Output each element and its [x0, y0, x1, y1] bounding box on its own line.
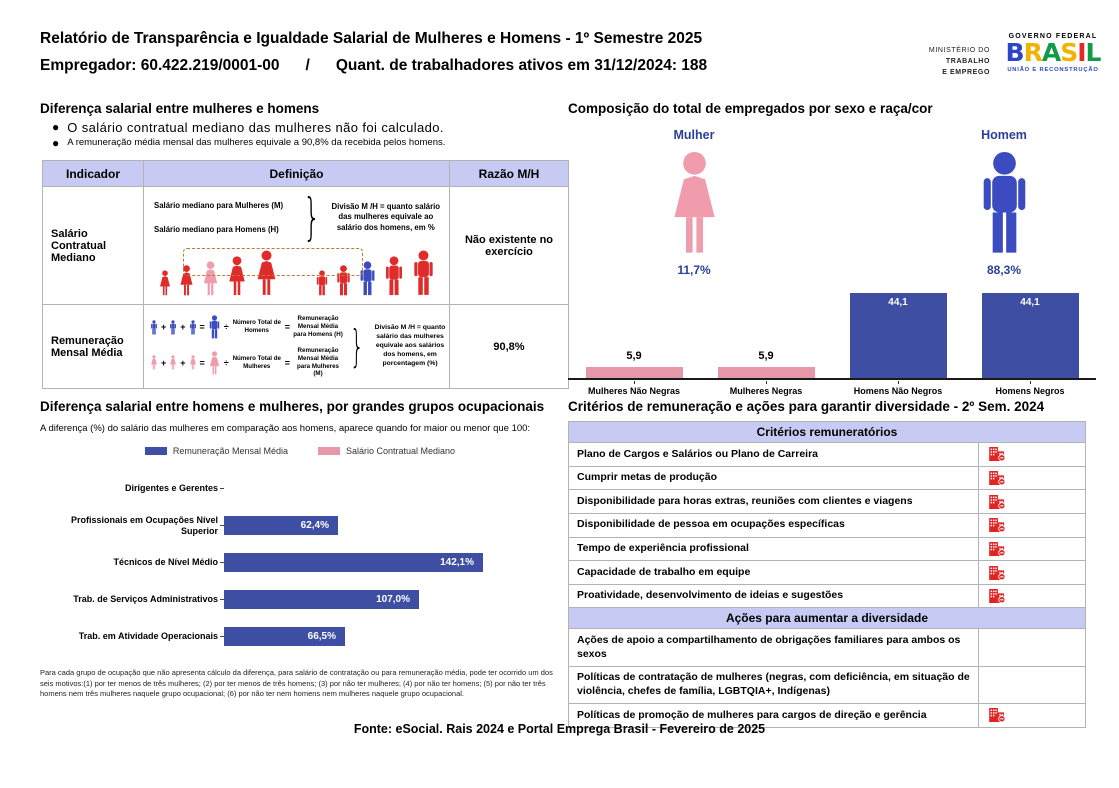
population-pictogram-row: [144, 248, 449, 296]
criteria-row: [568, 538, 1086, 562]
gov-logo-top: GOVERNO FEDERAL: [1008, 33, 1098, 40]
criteria-marker-cell: [979, 667, 1085, 703]
mean-formula-women: [150, 347, 343, 378]
criteria-row: [568, 514, 1086, 538]
occupational-bar-chart: [40, 470, 565, 655]
person-woman-icon: [189, 355, 197, 370]
math-operator: =: [284, 357, 291, 368]
person-woman-icon: [158, 270, 172, 296]
bar-category-label: Mulheres Negras: [700, 381, 832, 396]
col-header-razao: Razão M/H: [450, 161, 569, 187]
criteria-label: Tempo de experiência profissional: [569, 538, 979, 561]
occupational-row: [40, 581, 565, 618]
col-header-definicao: Definição: [144, 161, 450, 187]
ministry-line: TRABALHO: [945, 57, 990, 65]
occupation-category-label: Trab. em Atividade Operacionais: [78, 631, 218, 642]
bar-value-label: 66,5%: [307, 631, 336, 642]
bar-category-label: Homens Negros: [964, 381, 1096, 396]
occupation-bar: [224, 627, 345, 646]
bar-slot: [964, 293, 1096, 378]
company-no-icon: [989, 708, 1006, 722]
median-definition-cell: [144, 187, 450, 305]
formula-divisor-label: Número Total de Mulheres: [232, 354, 281, 370]
criteria-marker-cell: [979, 629, 1085, 665]
bar-value-label: 5,9: [758, 350, 774, 362]
person-man-icon: [150, 320, 158, 335]
bar-value-label: 44,1: [888, 297, 908, 308]
legend-label: Remuneração Mensal Média: [172, 446, 288, 456]
man-icon: [976, 151, 1033, 255]
section-title-salary-gap: Diferença salarial entre mulheres e homens: [40, 101, 320, 116]
criteria-marker-cell: [979, 514, 1085, 537]
criteria-label: Capacidade de trabalho em equipe: [569, 561, 979, 584]
mean-def-note: Divisão M /H = quanto salário das mulheres equivale aos salários dos homens, em porcentagem (%): [374, 324, 446, 367]
woman-icon: [666, 151, 723, 255]
math-operator: =: [284, 322, 291, 332]
occupational-footnote: Para cada grupo de ocupação que não apresenta cálculo da diferença, para salário de contratação ou para remuneração média, pode ter ocorrido um dos seis motivos:(1) por ter menos de três mulheres; (2) por ter menos de três homens; (3) por não ter mulheres; (4) por não ter homens; (5) por não ter três homens nem três mulheres naquele grupo ocupacional; (6) por não ter nem homens nem mulheres naquele grupo ocupacional.: [40, 668, 553, 698]
median-def-note: Divisão M /H = quanto salário das mulheres equivale ao salário dos homens, em %: [331, 202, 441, 232]
company-no-icon: [989, 471, 1006, 485]
occupational-row: [40, 507, 565, 544]
male-label: Homem: [981, 128, 1027, 142]
company-no-icon: [989, 542, 1006, 556]
math-operator: +: [161, 322, 167, 332]
male-percentage: 88,3%: [986, 263, 1022, 277]
bar-category-label: Mulheres Não Negras: [568, 381, 700, 396]
section-title-composition: Composição do total de empregados por sexo e raça/cor: [568, 101, 933, 116]
brasil-letter: S: [1060, 38, 1078, 67]
criteria-marker-cell: [979, 443, 1085, 466]
criteria-row: [568, 585, 1086, 609]
active-workers-count: Quant. de trabalhadores ativos em 31/12/2024: 188: [335, 57, 708, 74]
occupation-category-label: Trab. de Serviços Administrativos: [73, 594, 218, 605]
ministry-logo: [898, 46, 990, 79]
bar-value-label: 5,9: [626, 350, 642, 362]
person-man-icon: [411, 250, 436, 296]
col-header-indicador: Indicador: [43, 161, 144, 187]
person-woman-icon: [150, 355, 158, 370]
person-woman-icon: [208, 351, 221, 375]
brasil-logo-text: [997, 40, 1109, 66]
person-woman-icon: [169, 355, 177, 370]
header-subtitle: [40, 57, 707, 75]
company-no-icon: [989, 566, 1006, 580]
criteria-label: Cumprir metas de produção: [569, 467, 979, 490]
bar-2: [718, 367, 815, 378]
formula-divisor-label: Número Total de Homens: [232, 319, 281, 334]
section-title-criteria: Critérios de remuneração e ações para garantir diversidade - 2º Sem. 2024: [568, 399, 1045, 414]
math-operator: =: [199, 357, 205, 368]
mean-definition-cell: [144, 305, 450, 389]
female-label: Mulher: [673, 128, 715, 142]
person-man-icon: [383, 256, 405, 296]
employer-id: Empregador: 60.422.219/0001-00: [40, 57, 280, 74]
criteria-section-header: Ações para aumentar a diversidade: [568, 608, 1086, 629]
criteria-row: [568, 629, 1086, 666]
bar-category-label: Homens Não Negros: [832, 381, 964, 396]
median-def-men: Salário mediano para Homens (H): [154, 225, 279, 234]
ministry-line: E EMPREGO: [942, 68, 990, 76]
composition-category-labels: [568, 381, 1096, 396]
math-operator: +: [161, 357, 167, 368]
math-operator: ÷: [223, 357, 229, 368]
separator: /: [305, 57, 310, 74]
bar-1: [586, 367, 683, 378]
axis-tick: [220, 488, 224, 489]
criteria-label: Disponibilidade de pessoa em ocupações específicas: [569, 514, 979, 537]
company-no-icon: [989, 589, 1006, 603]
bullet-item: O salário contratual mediano das mulheres não foi calculado.: [67, 120, 444, 135]
occupation-bar: [224, 553, 483, 572]
occupation-bar: [224, 516, 338, 535]
bar-value-label: 142,1%: [440, 557, 474, 568]
legend-swatch: [318, 447, 340, 455]
criteria-row: [568, 490, 1086, 514]
legend-item: [318, 446, 455, 456]
bar-slot: [568, 350, 700, 378]
criteria-row: [568, 467, 1086, 491]
criteria-marker-cell: [979, 538, 1085, 561]
formula-result-label: Remuneração Mensal Média para Homens (H): [293, 315, 343, 338]
bar-3: [850, 293, 947, 378]
brasil-letter: B: [1005, 38, 1024, 67]
criteria-label: Plano de Cargos e Salários ou Plano de Carreira: [569, 443, 979, 466]
bullet-item: A remuneração média mensal das mulheres equivale a 90,8% da recebida pelos homens.: [67, 136, 446, 148]
occupation-bar: [224, 590, 419, 609]
math-operator: ÷: [223, 322, 229, 332]
bullet-icon: ●: [52, 135, 60, 150]
chart-legend: [40, 446, 560, 456]
criteria-marker-cell: [979, 561, 1085, 584]
brasil-letter: I: [1077, 38, 1086, 67]
bar-value-label: 44,1: [1020, 297, 1040, 308]
occupation-category-label: Técnicos de Nível Médio: [113, 557, 218, 568]
legend-label: Salário Contratual Mediano: [345, 446, 456, 456]
ministry-line: MINISTÉRIO DO: [928, 47, 990, 54]
pictogram-male: [946, 128, 1062, 277]
occupation-category-label: Dirigentes e Gerentes: [124, 483, 218, 494]
formula-result-label: Remuneração Mensal Média para Mulheres (M): [297, 347, 339, 378]
person-man-icon: [169, 320, 177, 335]
legend-swatch: [145, 447, 167, 455]
criteria-row: [568, 443, 1086, 467]
indicator-mean-label: Remuneração Mensal Média: [43, 305, 144, 389]
bar-4: [982, 293, 1079, 378]
bar-zone: [224, 590, 565, 609]
brasil-letter: L: [1085, 38, 1101, 67]
median-ratio-value: Não existente no exercício: [450, 187, 569, 305]
bar-slot: [832, 293, 964, 378]
brasil-letter: R: [1023, 38, 1042, 67]
criteria-table: [568, 421, 1086, 728]
brace-glyph: }: [303, 188, 321, 246]
source-footer: Fonte: eSocial. Rais 2024 e Portal Emprega Brasil - Fevereiro de 2025: [353, 722, 766, 736]
criteria-section-header: Critérios remuneratórios: [568, 421, 1086, 443]
occupational-row: [40, 470, 565, 507]
criteria-marker-cell: [979, 490, 1085, 513]
gov-logo-bottom: UNIÃO E RECONSTRUÇÃO: [1007, 67, 1099, 74]
math-operator: +: [180, 357, 186, 368]
governo-federal-logo: [997, 33, 1109, 73]
median-def-women: Salário mediano para Mulheres (M): [154, 201, 284, 210]
company-no-icon: [989, 518, 1006, 532]
criteria-row: [568, 561, 1086, 585]
criteria-row: [568, 667, 1086, 704]
bar-zone: [224, 627, 565, 646]
bar-value-label: 62,4%: [300, 520, 329, 531]
occupational-subtitle: A diferença (%) do salário das mulheres em comparação aos homens, aparece quando for maior ou menor que 100:: [40, 423, 531, 434]
brace-glyph: }: [350, 320, 365, 372]
page-title: Relatório de Transparência e Igualdade Salarial de Mulheres e Homens - 1º Semestre 2025: [40, 30, 703, 47]
bullet-icon: ●: [52, 120, 60, 134]
company-no-icon: [989, 495, 1006, 509]
math-operator: +: [180, 322, 186, 332]
occupational-row: [40, 544, 565, 581]
bar-zone: [224, 553, 565, 572]
criteria-marker-cell: [979, 585, 1085, 608]
bar-zone: [224, 516, 565, 535]
median-highlight-box: [183, 248, 363, 276]
legend-item: [145, 446, 288, 456]
person-man-icon: [208, 315, 221, 339]
mean-ratio-value: 90,8%: [450, 305, 569, 389]
criteria-label: Disponibilidade para horas extras, reuniões com clientes e viagens: [569, 490, 979, 513]
brasil-letter: A: [1041, 38, 1061, 67]
bar-slot: [700, 350, 832, 378]
criteria-label: Políticas de contratação de mulheres (negras, com deficiência, em situação de violência, chefes de família, LGBTQIA+, Indígenas): [569, 667, 979, 703]
occupational-row: [40, 618, 565, 655]
company-no-icon: [989, 447, 1006, 461]
person-man-icon: [189, 320, 197, 335]
mean-formula-men: [150, 315, 343, 339]
indicator-median-label: Salário Contratual Mediano: [43, 187, 144, 305]
composition-bar-chart: [568, 284, 1096, 380]
pictogram-female: [636, 128, 752, 277]
criteria-label: Políticas de promoção de mulheres para cargos de direção e gerência: [569, 704, 979, 727]
indicator-table: [42, 160, 569, 389]
salary-gap-bullets: [52, 120, 557, 151]
math-operator: =: [199, 322, 205, 332]
occupation-category-label: Profissionais em Ocupações Nível Superior: [70, 514, 218, 536]
criteria-label: Proatividade, desenvolvimento de ideias e sugestões: [569, 585, 979, 608]
female-percentage: 11,7%: [677, 263, 711, 277]
section-title-occupational: Diferença salarial entre homens e mulheres, por grandes grupos ocupacionais: [40, 399, 545, 414]
bar-value-label: 107,0%: [376, 594, 410, 605]
criteria-label: Ações de apoio a compartilhamento de obrigações familiares para ambos os sexos: [569, 629, 979, 665]
criteria-marker-cell: [979, 467, 1085, 490]
